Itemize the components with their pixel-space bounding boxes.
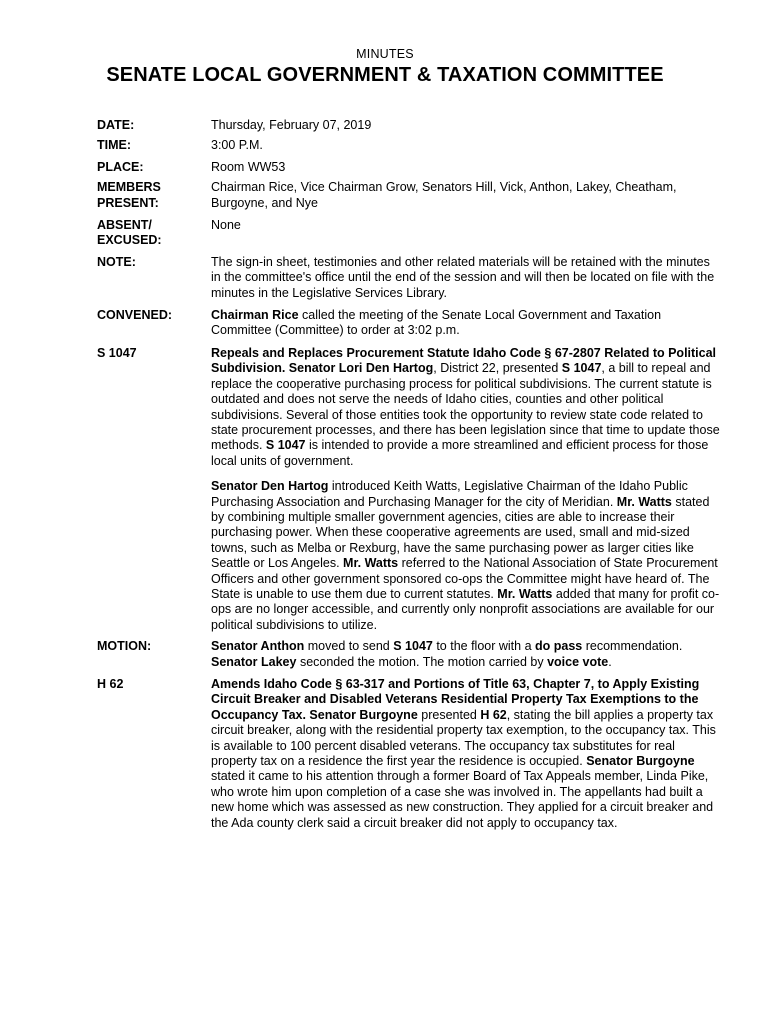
text: introduced Keith Watts, Legislative Chairman of the Idaho Public Purchasing Association and Purchasing Manager for the city of Meridian. — [211, 479, 688, 509]
paragraph — [211, 346, 721, 469]
row-label: CONVENED: — [97, 308, 173, 323]
row-content — [211, 677, 721, 831]
document-kicker: MINUTES — [356, 47, 414, 61]
row-label: ABSENT/ EXCUSED: — [97, 218, 162, 248]
row-label: H 62 — [97, 677, 124, 691]
bold-text: Senator Anthon — [211, 639, 305, 654]
text: moved to send — [304, 639, 394, 654]
row-label: S 1047 — [97, 345, 137, 360]
row-label: MOTION: — [97, 639, 152, 654]
row-label: MEMBERS PRESENT: — [97, 180, 161, 210]
text: . — [608, 654, 612, 669]
text: None — [211, 218, 241, 233]
minutes-row — [97, 677, 722, 831]
row-label: NOTE: — [97, 254, 136, 269]
text: 3:00 P.M. — [211, 138, 263, 153]
minutes-table — [97, 118, 722, 837]
minutes-row — [97, 180, 722, 211]
bold-text: H 62 — [480, 707, 507, 722]
minutes-row — [97, 118, 722, 133]
paragraph — [211, 677, 721, 831]
minutes-row — [97, 255, 722, 301]
text: seconded the motion. The motion carried by — [296, 654, 548, 669]
text: to the floor with a — [432, 639, 535, 654]
bold-text: Mr. Watts — [616, 494, 672, 509]
text: Chairman Rice, Vice Chairman Grow, Senators Hill, Vick, Anthon, Lakey, Cheatham, Burgoyne, and Nye — [211, 180, 677, 210]
bold-text: Mr. Watts — [343, 556, 399, 571]
minutes-row — [97, 639, 722, 670]
paragraph — [211, 160, 721, 175]
row-content — [211, 639, 721, 670]
text: , a bill to repeal and replace the cooperative purchasing process for political subdivisions. The current statute is outdated and does not serve the needs of Idaho cities, counties and other political subdivisions. Several of those entities took the opportunity to review state code related to state procurement processes, and there has been legislation since that time to update those methods. — [211, 361, 720, 453]
row-content — [211, 138, 721, 153]
bold-text: Amends Idaho Code § 63-317 and Portions of Title 63, Chapter 7, to Apply Existing Circuit Breaker and Disabled Veterans Residential Property Tax Exemptions to the Occupancy Tax. Senator Burgoyne — [211, 677, 700, 722]
bold-text: Senator Burgoyne — [586, 754, 695, 769]
row-content — [211, 346, 721, 633]
minutes-row — [97, 346, 722, 633]
text: referred to the National Association of State Procurement Officers and other government sponsored co-ops the Committee might have heard of. The State is unable to use them due to current statutes. — [211, 556, 718, 601]
row-content — [211, 118, 721, 133]
bold-text: Senator Den Hartog — [211, 479, 329, 494]
bold-text: Senator Lakey — [211, 654, 297, 669]
bold-text: Repeals and Replaces Procurement Statute Idaho Code § 67-2807 Related to Political Subdivision. Senator Lori Den Hartog — [211, 345, 717, 376]
text: Room WW53 — [211, 159, 286, 174]
text: Thursday, February 07, 2019 — [211, 118, 372, 132]
text: called the meeting of the Senate Local Government and Taxation Committee (Committee) to order at 3:02 p.m. — [211, 308, 662, 338]
minutes-row — [97, 138, 722, 153]
minutes-row — [97, 160, 722, 175]
paragraph — [211, 255, 721, 301]
row-label: PLACE: — [97, 159, 144, 174]
bold-text: Chairman Rice — [211, 308, 299, 323]
bold-text: Mr. Watts — [497, 586, 553, 601]
paragraph — [211, 138, 721, 153]
row-content — [211, 255, 721, 301]
text: , District 22, presented — [433, 361, 562, 376]
row-label: DATE: — [97, 118, 135, 132]
text: stated it came to his attention through a former Board of Tax Appeals member, Linda Pike, who wrote him upon completion of a case she was involved in. The appellants had built a new home which was assessed as new construction. They applied for a circuit breaker and the Ada county clerk said a circuit breaker did not apply to occupancy tax. — [211, 769, 714, 830]
text: recommendation. — [582, 639, 683, 654]
row-label: TIME: — [97, 138, 132, 153]
paragraph — [211, 118, 721, 133]
bold-text: do pass — [535, 639, 583, 654]
bold-text: S 1047 — [393, 639, 433, 654]
document-title: SENATE LOCAL GOVERNMENT & TAXATION COMMITTEE — [106, 64, 664, 86]
paragraph — [211, 639, 721, 670]
bold-text: S 1047 — [561, 361, 602, 376]
text: The sign-in sheet, testimonies and other related materials will be retained with the minutes in the committee's office until the end of the session and will then be located on file with the minutes in the Legislative Services Library. — [211, 254, 715, 300]
text: is intended to provide a more streamlined and efficient process for those local units of government. — [211, 438, 709, 468]
text: , stating the bill applies a property tax circuit breaker, along with the residential property tax exemption, to the occupancy tax. This is available to 100 percent disabled veterans. The occupancy tax substitutes for real property tax on a residence the first year the residence is occupied. — [211, 707, 716, 769]
paragraph — [211, 479, 721, 633]
paragraph — [211, 218, 721, 233]
minutes-row — [97, 218, 722, 249]
bold-text: S 1047 — [265, 438, 306, 453]
bold-text: voice vote — [547, 654, 609, 669]
row-content — [211, 160, 721, 175]
row-content — [211, 218, 721, 249]
text: presented — [417, 707, 481, 722]
paragraph — [211, 180, 721, 211]
paragraph — [211, 308, 721, 339]
minutes-row — [97, 308, 722, 339]
row-content — [211, 180, 721, 211]
text: stated by combining multiple smaller government agencies, cities are able to increase their purchasing power. When these cooperative agreements are used, small and mid-sized towns, such as Melba or Rexburg, have the same purchasing power as larger cities like Seattle or Los Angeles. — [211, 494, 710, 571]
row-content — [211, 308, 721, 339]
text: added that many for profit co-ops are no longer accessible, and currently only nonprofit associations are available for our political subdivisions to utilize. — [211, 586, 720, 632]
